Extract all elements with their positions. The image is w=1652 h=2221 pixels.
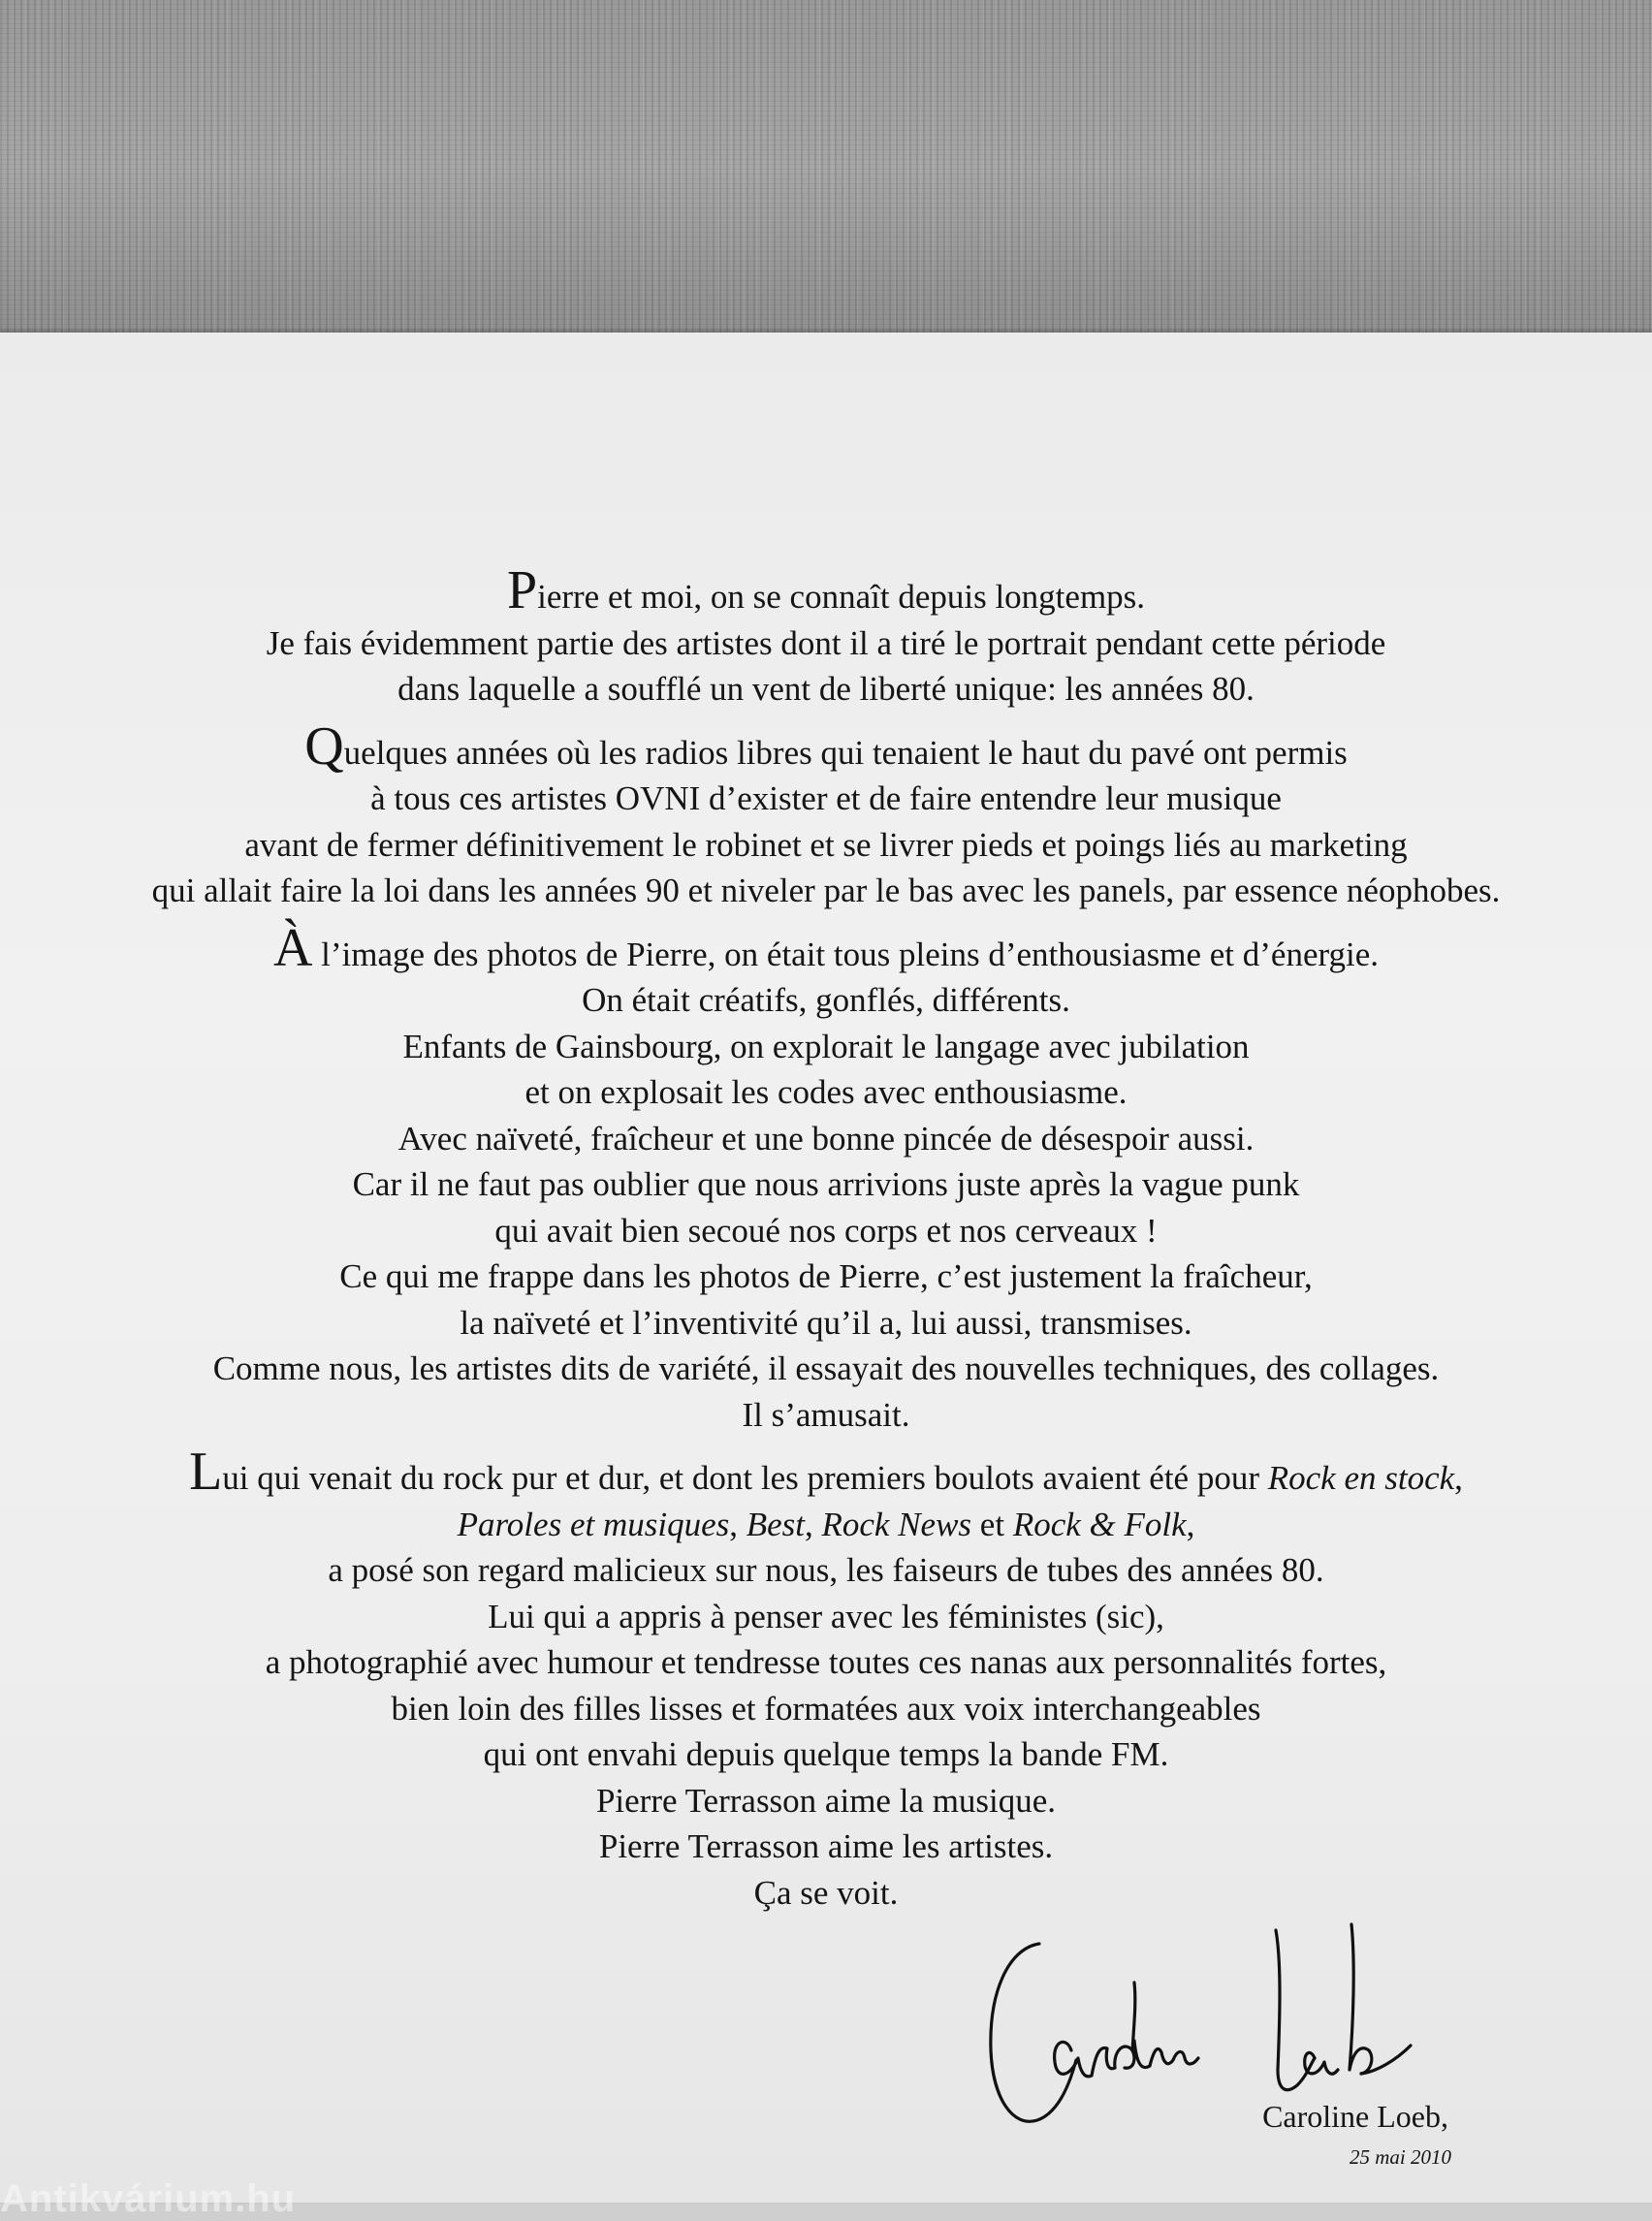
text-line: Pierre et moi, on se connaît depuis longtemps. [506, 560, 1146, 620]
text-line: Quelques années où les radios libres qui tenaient le haut du pavé ont permis [304, 715, 1348, 777]
paragraph-1 [0, 560, 1652, 713]
magazine-title: Rock News [821, 1505, 972, 1543]
text-line: On était créatifs, gonflés, différents. [582, 981, 1070, 1019]
text-line: et on explosait les codes avec enthousiasme. [524, 1073, 1128, 1111]
watermark-text: Antikvárium.hu [0, 2177, 297, 2220]
text-line: la naïveté et l’inventivité qu’il a, lui aussi, transmises. [460, 1303, 1192, 1342]
text-line: a posé son regard malicieux sur nous, les faiseurs de tubes des années 80. [328, 1551, 1324, 1589]
text-line: avant de fermer définitivement le robinet et se livrer pieds et poings liés au marketing [244, 825, 1408, 864]
text-line: Il s’amusait. [742, 1395, 910, 1434]
magazine-title: Best [746, 1505, 805, 1543]
magazine-title: Rock & Folk [1012, 1505, 1187, 1543]
text-line: bien loin des filles lisses et formatées aux voix interchangeables [391, 1689, 1261, 1728]
drop-initial: P [506, 560, 538, 620]
text-line: qui avait bien secoué nos corps et nos cerveaux ! [494, 1211, 1158, 1250]
text-line: Car il ne faut pas oublier que nous arrivions juste après la vague punk [352, 1165, 1300, 1203]
text-line: Je fais évidemment partie des artistes dont il a tiré le portrait pendant cette période [266, 623, 1386, 662]
text-line: dans laquelle a soufflé un vent de liberté unique: les années 80. [397, 670, 1255, 708]
text-line: qui ont envahi depuis quelque temps la bande FM. [483, 1735, 1169, 1773]
signature-date: 25 mai 2010 [1350, 2145, 1451, 2169]
text-line: à tous ces artistes OVNI d’exister et de faire entendre leur musique [370, 779, 1282, 817]
text-line: Ce qui me frappe dans les photos de Pierre, c’est justement la fraîcheur, [339, 1257, 1313, 1295]
text-line: Ça se voit. [753, 1873, 899, 1912]
text-line: Lui qui venait du rock pur et dur, et dont les premiers boulots avaient été pour Rock en stock, [189, 1442, 1463, 1502]
signature-name: Caroline Loeb, [1262, 2099, 1448, 2134]
magazine-title: Paroles et musiques [457, 1505, 730, 1543]
magazine-title: Rock en stock [1267, 1459, 1455, 1497]
text-line: Comme nous, les artistes dits de variété, il essayait des nouvelles techniques, des collages. [212, 1349, 1440, 1387]
text-line: qui allait faire la loi dans les années 90 et niveler par le bas avec les panels, par essence néophobes. [151, 872, 1501, 909]
wooden-surface-background [0, 0, 1652, 339]
paragraph-2 [0, 715, 1652, 914]
text-line: Enfants de Gainsbourg, on explorait le langage avec jubilation [402, 1027, 1250, 1065]
text-line: Pierre Terrasson aime les artistes. [598, 1827, 1054, 1865]
text-line: À l’image des photos de Pierre, on était tous pleins d’enthousiasme et d’énergie. [272, 917, 1380, 978]
drop-initial: L [189, 1442, 223, 1502]
paragraph-4 [0, 1442, 1652, 1916]
text-line: Lui qui a appris à penser avec les féministes (sic), [488, 1597, 1164, 1635]
paragraph-3 [0, 917, 1652, 1439]
text-line: a photographié avec humour et tendresse toutes ces nanas aux personnalités fortes, [265, 1643, 1387, 1681]
text-line: Paroles et musiques, Best, Rock News et Rock & Folk, [457, 1505, 1195, 1543]
letter-body [0, 560, 1652, 1933]
drop-initial: À [272, 917, 313, 978]
drop-initial: Q [304, 715, 344, 777]
text-line: Pierre Terrasson aime la musique. [595, 1781, 1057, 1820]
text-line: Avec naïveté, fraîcheur et une bonne pincée de désespoir aussi. [397, 1119, 1255, 1158]
